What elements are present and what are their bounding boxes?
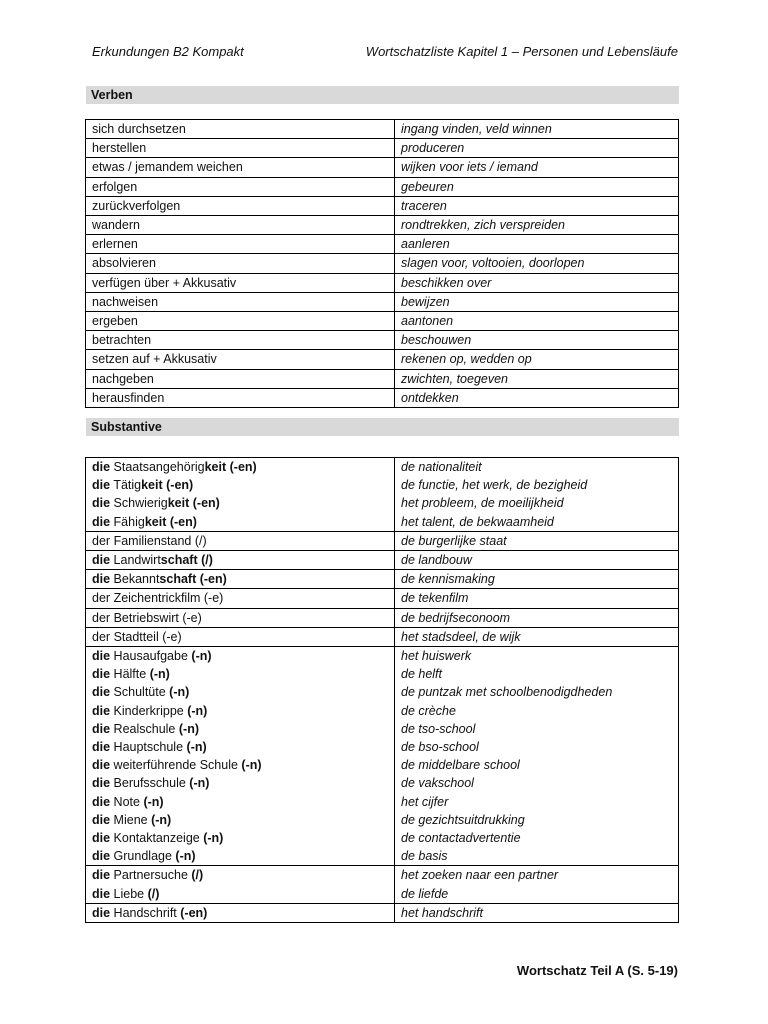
dutch-translation: rondtrekken, zich verspreiden <box>395 216 679 235</box>
noun-stem: Realschule <box>113 721 176 736</box>
table-row <box>86 158 679 177</box>
noun-stem: Stadtteil <box>113 629 159 644</box>
plural-form: (-e) <box>203 591 224 606</box>
article: die <box>92 886 111 901</box>
plural-form: (-n) <box>149 667 170 682</box>
german-term: herausfinden <box>86 388 395 407</box>
german-term: zurückverfolgen <box>86 196 395 215</box>
noun-entry <box>92 738 388 756</box>
noun-entry <box>92 774 388 792</box>
table-row <box>86 369 679 388</box>
table-row <box>86 216 679 235</box>
table-row <box>86 866 679 903</box>
german-term: absolvieren <box>86 254 395 273</box>
plural-form: (/) <box>194 533 207 548</box>
plural-form: (/) <box>191 868 204 883</box>
dutch-translation: de crèche <box>401 703 456 718</box>
article: die <box>92 758 111 773</box>
german-term: nachgeben <box>86 369 395 388</box>
article: die <box>92 721 111 736</box>
noun-stem: Kinderkrippe <box>113 703 184 718</box>
noun-stem: Liebe <box>113 886 145 901</box>
dutch-translation: traceren <box>395 196 679 215</box>
dutch-translation: slagen voor, voltooien, doorlopen <box>395 254 679 273</box>
dutch-translation: wijken voor iets / iemand <box>395 158 679 177</box>
noun-stem: Hälfte <box>113 667 147 682</box>
dutch-translation: beschikken over <box>395 273 679 292</box>
table-row <box>86 177 679 196</box>
noun-stem: Kontaktanzeige <box>113 831 200 846</box>
dutch-translation: de functie, het werk, de bezigheid <box>401 478 588 493</box>
page-footer: Wortschatz Teil A (S. 5-19) <box>516 963 678 978</box>
dutch-translations <box>395 551 679 570</box>
article: die <box>92 703 111 718</box>
plural-form: (-n) <box>189 776 210 791</box>
german-terms <box>86 903 395 922</box>
plural-form: (-en) <box>180 905 208 920</box>
noun-entry <box>92 513 388 531</box>
noun-stem: Zeichentrickfilm <box>113 591 201 606</box>
dutch-translation: het probleem, de moeilijkheid <box>401 496 564 511</box>
dutch-translation: de liefde <box>401 886 449 901</box>
noun-stem: Grundlage <box>113 849 172 864</box>
article: die <box>92 685 111 700</box>
dutch-translation: zwichten, toegeven <box>395 369 679 388</box>
noun-entry <box>92 647 388 665</box>
noun-stem: Schultüte <box>113 685 166 700</box>
table-row <box>86 551 679 570</box>
dutch-translation: beschouwen <box>395 331 679 350</box>
noun-entry <box>92 551 388 569</box>
dutch-translation: de helft <box>401 667 443 682</box>
article: die <box>92 831 111 846</box>
german-term: herstellen <box>86 139 395 158</box>
article: die <box>92 849 111 864</box>
dutch-translation: gebeuren <box>395 177 679 196</box>
noun-entry <box>92 458 388 476</box>
plural-form: (-n) <box>169 685 190 700</box>
table-row <box>86 312 679 331</box>
article: die <box>92 572 111 587</box>
article: die <box>92 496 111 511</box>
dutch-translation: de tso-school <box>401 721 476 736</box>
german-term: verfügen über + Akkusativ <box>86 273 395 292</box>
table-row <box>86 235 679 254</box>
dutch-translation: het stadsdeel, de wijk <box>401 629 521 644</box>
table-row <box>86 331 679 350</box>
table-row <box>86 196 679 215</box>
noun-stem: Handschrift <box>113 905 177 920</box>
article: die <box>92 812 111 827</box>
dutch-translation: het talent, de bekwaamheid <box>401 514 554 529</box>
noun-stem: Bekannt <box>113 572 160 587</box>
noun-stem: Familienstand <box>113 533 192 548</box>
plural-form: (-n) <box>203 831 224 846</box>
dutch-translations <box>395 531 679 550</box>
dutch-translation: het cijfer <box>401 794 449 809</box>
table-row <box>86 570 679 589</box>
dutch-translation: rekenen op, wedden op <box>395 350 679 369</box>
list-title: Wortschatzliste Kapitel 1 – Personen und Lebensläufe <box>365 44 678 59</box>
dutch-translation: de gezichtsuitdrukking <box>401 812 525 827</box>
noun-stem: Berufsschule <box>113 776 186 791</box>
noun-entry <box>92 476 388 494</box>
noun-stem: Schwierig <box>113 496 168 511</box>
article: der <box>92 533 111 548</box>
noun-entry <box>92 720 388 738</box>
noun-entry <box>92 756 388 774</box>
german-term: erfolgen <box>86 177 395 196</box>
dutch-translation: ingang vinden, veld winnen <box>395 120 679 139</box>
german-term: ergeben <box>86 312 395 331</box>
table-row <box>86 273 679 292</box>
noun-stem: Hauptschule <box>113 740 184 755</box>
dutch-translations <box>395 627 679 646</box>
dutch-translation: de middelbare school <box>401 758 520 773</box>
noun-entry <box>92 628 388 646</box>
dutch-translations <box>395 458 679 532</box>
dutch-translation: aanleren <box>395 235 679 254</box>
article: die <box>92 553 111 568</box>
noun-entry <box>92 609 388 627</box>
dutch-translation: aantonen <box>395 312 679 331</box>
noun-suffix: keit <box>167 496 190 511</box>
nouns-section-title: Substantive <box>86 418 679 436</box>
german-terms <box>86 531 395 550</box>
article: die <box>92 667 111 682</box>
german-terms <box>86 647 395 866</box>
noun-entry <box>92 885 388 903</box>
table-row <box>86 627 679 646</box>
german-terms <box>86 866 395 903</box>
noun-entry <box>92 702 388 720</box>
noun-entry <box>92 683 388 701</box>
dutch-translation: de tekenfilm <box>401 591 469 606</box>
german-term: etwas / jemandem weichen <box>86 158 395 177</box>
plural-form: (-en) <box>199 572 227 587</box>
noun-stem: Note <box>113 794 140 809</box>
noun-stem: Partnersuche <box>113 868 188 883</box>
noun-suffix: keit <box>144 514 167 529</box>
plural-form: (-n) <box>187 703 208 718</box>
noun-stem: Betriebswirt <box>113 610 179 625</box>
plural-form: (-en) <box>192 496 220 511</box>
dutch-translation: de basis <box>401 849 448 864</box>
german-terms <box>86 570 395 589</box>
table-row <box>86 120 679 139</box>
table-row <box>86 254 679 273</box>
article: der <box>92 629 111 644</box>
table-row <box>86 292 679 311</box>
plural-form: (-n) <box>178 721 199 736</box>
table-row <box>86 350 679 369</box>
noun-stem: Staatsangehörig <box>113 460 205 474</box>
noun-entry <box>92 829 388 847</box>
dutch-translation: de bedrijfseconoom <box>401 610 511 625</box>
dutch-translation: het zoeken naar een partner <box>401 868 559 883</box>
dutch-translation: de landbouw <box>401 553 472 568</box>
article: die <box>92 776 111 791</box>
noun-entry <box>92 570 388 588</box>
german-terms <box>86 608 395 627</box>
noun-entry <box>92 589 388 607</box>
table-row <box>86 388 679 407</box>
dutch-translation: de contactadvertentie <box>401 831 521 846</box>
plural-form: (-e) <box>182 610 202 625</box>
table-row <box>86 589 679 608</box>
dutch-translation: het handschrift <box>401 905 483 920</box>
german-term: betrachten <box>86 331 395 350</box>
article: die <box>92 460 111 474</box>
plural-form: (-n) <box>241 758 262 773</box>
dutch-translation: de burgerlijke staat <box>401 533 507 548</box>
plural-form: (-e) <box>162 629 182 644</box>
article: der <box>92 591 111 606</box>
german-terms <box>86 589 395 608</box>
plural-form: (-n) <box>143 794 164 809</box>
dutch-translation: het huiswerk <box>401 649 472 664</box>
table-row <box>86 458 679 532</box>
noun-stem: Landwirt <box>113 553 161 568</box>
german-term: nachweisen <box>86 292 395 311</box>
german-term: wandern <box>86 216 395 235</box>
german-terms <box>86 627 395 646</box>
article: die <box>92 868 111 883</box>
noun-stem: Hausaufgabe <box>113 649 188 664</box>
table-row <box>86 903 679 922</box>
german-term: sich durchsetzen <box>86 120 395 139</box>
dutch-translations <box>395 647 679 866</box>
noun-stem: Tätig <box>113 478 142 493</box>
noun-suffix: keit <box>141 478 163 493</box>
plural-form: (-n) <box>191 649 212 664</box>
german-term: setzen auf + Akkusativ <box>86 350 395 369</box>
dutch-translation: de nationaliteit <box>401 460 482 474</box>
verbs-section-title: Verben <box>86 86 679 104</box>
german-term: erlernen <box>86 235 395 254</box>
table-row <box>86 647 679 866</box>
plural-form: (-en) <box>229 460 257 474</box>
dutch-translations <box>395 608 679 627</box>
noun-stem: Miene <box>113 812 148 827</box>
noun-entry <box>92 811 388 829</box>
dutch-translations <box>395 570 679 589</box>
plural-form: (-n) <box>175 849 196 864</box>
noun-suffix: schaft <box>160 553 198 568</box>
plural-form: (-n) <box>151 812 172 827</box>
noun-entry <box>92 665 388 683</box>
plural-form: (-en) <box>166 478 194 493</box>
dutch-translation: produceren <box>395 139 679 158</box>
dutch-translation: de puntzak met schoolbenodigdheden <box>401 685 613 700</box>
table-row <box>86 139 679 158</box>
noun-suffix: keit <box>204 460 227 474</box>
plural-form: (-n) <box>186 740 207 755</box>
article: die <box>92 514 111 529</box>
plural-form: (/) <box>147 886 160 901</box>
article: der <box>92 610 111 625</box>
dutch-translation: de kennismaking <box>401 572 495 587</box>
page-header <box>92 44 678 59</box>
german-terms <box>86 458 395 532</box>
noun-entry <box>92 494 388 512</box>
dutch-translation: de bso-school <box>401 740 479 755</box>
table-row <box>86 608 679 627</box>
dutch-translations <box>395 866 679 903</box>
german-terms <box>86 551 395 570</box>
article: die <box>92 905 111 920</box>
dutch-translation: de vakschool <box>401 776 474 791</box>
table-row <box>86 531 679 550</box>
plural-form: (/) <box>201 553 213 568</box>
article: die <box>92 649 111 664</box>
book-title: Erkundungen B2 Kompakt <box>92 44 244 59</box>
article: die <box>92 740 111 755</box>
noun-entry <box>92 904 388 922</box>
dutch-translations <box>395 589 679 608</box>
verbs-table <box>85 119 679 408</box>
article: die <box>92 478 111 493</box>
noun-suffix: schaft <box>159 572 197 587</box>
dutch-translation: bewijzen <box>395 292 679 311</box>
noun-entry <box>92 866 388 884</box>
dutch-translation: ontdekken <box>395 388 679 407</box>
dutch-translations <box>395 903 679 922</box>
noun-entry <box>92 793 388 811</box>
article: die <box>92 794 111 809</box>
nouns-table <box>85 457 679 923</box>
noun-entry <box>92 847 388 865</box>
noun-stem: Fähig <box>113 514 145 529</box>
plural-form: (-en) <box>169 514 197 529</box>
noun-stem: weiterführende Schule <box>113 758 238 773</box>
noun-entry <box>92 532 388 550</box>
